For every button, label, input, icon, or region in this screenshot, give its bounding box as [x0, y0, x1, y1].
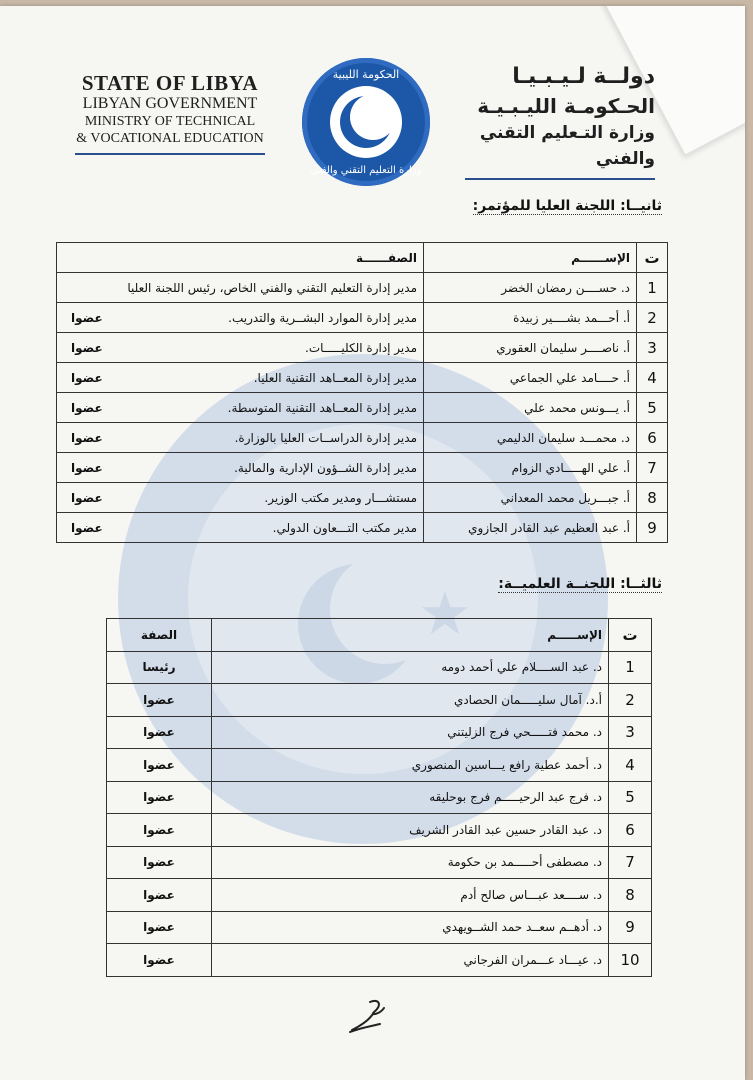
member-role-cell: [57, 393, 424, 423]
member-name: د. مصطفى أحـــــمد بن حكومة: [212, 846, 609, 879]
member-label: عضوا: [71, 370, 103, 385]
member-role-cell: [57, 513, 424, 543]
table-row: [107, 814, 652, 847]
member-role-cell: [57, 423, 424, 453]
row-number: 7: [609, 846, 652, 879]
table-row: [107, 846, 652, 879]
ministry-name-en-1: MINISTRY OF TECHNICAL: [84, 114, 256, 129]
member-role-cell: [57, 453, 424, 483]
government-name-en: LIBYAN GOVERNMENT: [82, 95, 258, 112]
member-name: أ. يـــونس محمد علي: [424, 393, 637, 423]
member-label: عضوا: [71, 340, 103, 355]
row-number: 10: [609, 944, 652, 977]
member-role: مدير إدارة الكليـــــات.: [305, 340, 417, 355]
member-name: د. عبد القادر حسين عبد القادر الشريف: [212, 814, 609, 847]
member-name: د. فرج عبد الرحيـــــم فرج بوحليقه: [212, 781, 609, 814]
table-row: [57, 273, 668, 303]
member-role: عضوا: [107, 684, 212, 717]
row-number: 4: [637, 363, 668, 393]
table-row: [57, 393, 668, 423]
row-number: 1: [637, 273, 668, 303]
table-row: [57, 423, 668, 453]
row-number: 8: [609, 879, 652, 912]
member-role: عضوا: [107, 749, 212, 782]
ministry-name-ar: وزارة التـعليم التقني والفني: [479, 123, 655, 169]
ministry-name-en-2: & VOCATIONAL EDUCATION: [76, 131, 264, 146]
table-row: [57, 513, 668, 543]
row-number: 8: [637, 483, 668, 513]
column-header-name: الإســـــم: [212, 619, 609, 652]
member-role: مدير إدارة الشــؤون الإدارية والمالية.: [234, 460, 417, 475]
member-role-cell: [57, 363, 424, 393]
member-role: مدير إدارة التعليم التقني والفني الخاص، رئيس اللجنة العليا: [127, 280, 417, 295]
row-number: 6: [637, 423, 668, 453]
member-role: مدير مكتب التـــعاون الدولي.: [272, 520, 417, 535]
ministry-seal-icon: الحكومة الليبية ★ وزارة التعليم التقني والفني: [302, 58, 430, 186]
row-number: 2: [609, 684, 652, 717]
section-title-scientific-committee: ثالثــا: اللجنــة العلميــة:: [498, 576, 662, 592]
letterhead-divider-ar: [465, 178, 655, 180]
letterhead-english: [64, 72, 276, 155]
scientific-committee-table: [106, 618, 652, 977]
member-role: مستشـــار ومدير مكتب الوزير.: [264, 490, 417, 505]
member-role: عضوا: [107, 944, 212, 977]
row-number: 4: [609, 749, 652, 782]
member-label: عضوا: [71, 400, 103, 415]
table-row: [57, 333, 668, 363]
member-name: أ. جبـــريل محمد المعداني: [424, 483, 637, 513]
table-row: [107, 781, 652, 814]
table-row: [107, 911, 652, 944]
letterhead-divider: [75, 153, 265, 155]
member-role: مدير إدارة الدراســات العليا بالوزارة.: [234, 430, 417, 445]
member-name: د. ســــعد عبـــاس صالح أدم: [212, 879, 609, 912]
member-role: عضوا: [107, 879, 212, 912]
member-label: عضوا: [71, 310, 103, 325]
member-role: عضوا: [107, 846, 212, 879]
member-name: أ. حــــامد علي الجماعي: [424, 363, 637, 393]
row-number: 6: [609, 814, 652, 847]
document-page: [0, 6, 745, 1080]
member-role: مدير إدارة المعــاهد التقنية العليا.: [253, 370, 417, 385]
member-label: عضوا: [71, 520, 103, 535]
member-role: مدير إدارة المعــاهد التقنية المتوسطة.: [227, 400, 417, 415]
section-title-high-committee: ثانيــا: اللجنة العليا للمؤتمر:: [472, 198, 662, 214]
member-role: عضوا: [107, 814, 212, 847]
member-role-cell: [57, 333, 424, 363]
watermark-seal-icon: ★: [118, 354, 608, 844]
member-name: د. عبد الســــلام علي أحمد دومه: [212, 651, 609, 684]
row-number: 1: [609, 651, 652, 684]
column-header-number: ت: [637, 243, 668, 273]
member-label: عضوا: [71, 460, 103, 475]
table-row: [107, 879, 652, 912]
member-role: رئيسا: [107, 651, 212, 684]
member-name: د. أدهــم سعــد حمد الشــويهدي: [212, 911, 609, 944]
row-number: 5: [637, 393, 668, 423]
table-row: [107, 749, 652, 782]
table-row: [107, 944, 652, 977]
member-label: عضوا: [71, 490, 103, 505]
high-committee-table: [56, 242, 668, 543]
member-name: د. محمـــد سليمان الدليمي: [424, 423, 637, 453]
member-role: عضوا: [107, 716, 212, 749]
table-row: [107, 651, 652, 684]
column-header-number: ت: [609, 619, 652, 652]
letterhead-arabic: [455, 62, 655, 180]
row-number: 9: [609, 911, 652, 944]
member-role: مدير إدارة الموارد البشــرية والتدريب.: [228, 310, 417, 325]
table-header-row: [57, 243, 668, 273]
table-row: [57, 483, 668, 513]
table-row: [107, 716, 652, 749]
member-role-cell: [57, 273, 424, 303]
table-header-row: [107, 619, 652, 652]
member-name: أ. أحـــمد بشــــير زبيدة: [424, 303, 637, 333]
member-name: أ.د. آمال سليـــــمان الحصادي: [212, 684, 609, 717]
seal-bottom-text: وزارة التعليم التقني والفني: [310, 165, 422, 176]
table-row: [57, 453, 668, 483]
member-label: عضوا: [71, 430, 103, 445]
table-row: [57, 363, 668, 393]
column-header-name: الإســــــم: [424, 243, 637, 273]
row-number: 3: [637, 333, 668, 363]
row-number: 9: [637, 513, 668, 543]
member-role: عضوا: [107, 781, 212, 814]
row-number: 7: [637, 453, 668, 483]
row-number: 3: [609, 716, 652, 749]
seal-top-text: الحكومة الليبية: [332, 68, 400, 81]
member-role-cell: [57, 303, 424, 333]
state-name-en: STATE OF LIBYA: [81, 71, 259, 95]
member-name: أ. علي الهـــــادي الزوام: [424, 453, 637, 483]
signature-icon: [340, 996, 400, 1036]
row-number: 2: [637, 303, 668, 333]
member-name: د. عيـــاد عـــمران الفرجاني: [212, 944, 609, 977]
government-name-ar: الحـكومـة الليـبـيـة: [477, 94, 655, 118]
row-number: 5: [609, 781, 652, 814]
member-name: د. حســــن رمضان الخضر: [424, 273, 637, 303]
table-row: [57, 303, 668, 333]
member-name: د. محمد فتـــــحي فرج الزليتني: [212, 716, 609, 749]
member-name: أ. ناصــــر سليمان العقوري: [424, 333, 637, 363]
member-role: عضوا: [107, 911, 212, 944]
member-role-cell: [57, 483, 424, 513]
column-header-role: الصفة: [107, 619, 212, 652]
member-name: أ. عبد العظيم عبد القادر الجازوي: [424, 513, 637, 543]
member-name: د. أحمد عطية رافع يـــاسين المنصوري: [212, 749, 609, 782]
state-name-ar: دولــة لـيـبـيـا: [512, 64, 655, 89]
column-header-role: الصفــــــة: [57, 243, 424, 273]
table-row: [107, 684, 652, 717]
